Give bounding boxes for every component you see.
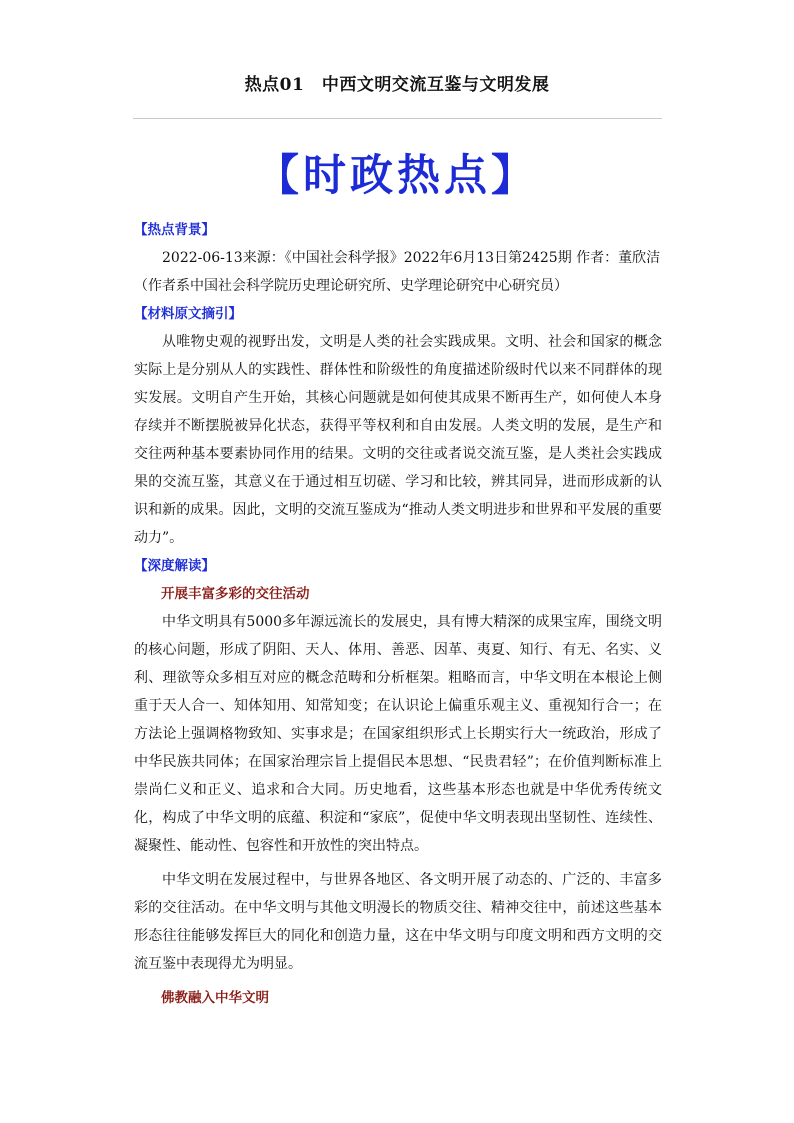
subheading-exchange-activities: 开展丰富多彩的交往活动 xyxy=(161,586,310,602)
section-heading-analysis: 【深度解读】 xyxy=(134,558,215,574)
page-title: 热点01 中西文明交流互鉴与文明发展 xyxy=(244,75,550,95)
analysis-paragraph-1: 中华文明具有5000多年源远流长的发展史，具有博大精深的成果宝库，围绕文明的核心问题，形成了阴阳、天人、体用、善恶、因革、夷夏、知行、有无、名实、义利、理欲等众多相互对应的概念范畴和分析框架。粗略而言，中华文明在本根论上侧重于天人合一、知体知用、知常知变；在认识论上偏重乐观主义、重视知行合一；在方法论上强调格物致知、实事求是；在国家组织形式上长期实行大一统政治，形成了中华民族共同体；在国家治理宗旨上提倡民本思想、“民贵君轻”；在价值判断标准上崇尚仁义和正义、追求和合大同。历史地看，这些基本形态也就是中华优秀传统文化，构成了中华文明的底蕴、积淀和“家底”，促使中华文明表现出坚韧性、连续性、凝聚性、能动性、包容性和开放性的突出特点。 xyxy=(134,614,662,854)
analysis-paragraph-2: 中华文明在发展过程中，与世界各地区、各文明开展了动态的、广泛的、丰富多彩的交往活动。在中华文明与其他文明漫长的物质交往、精神交往中，前述这些基本形态往往能够发挥巨大的同化和创造力量，这在中华文明与印度文明和西方文明的交流互鉴中表现得尤为明显。 xyxy=(134,872,662,972)
subheading-buddhism: 佛教融入中华文明 xyxy=(161,990,269,1006)
section-heading-excerpt: 【材料原文摘引】 xyxy=(134,306,242,322)
source-line: 2022-06-13来源：《中国社会科学报》2022年6月13日第2425期 作者：董欣洁 xyxy=(162,250,661,266)
section-heading-background: 【热点背景】 xyxy=(134,222,215,238)
header-divider xyxy=(133,118,662,119)
article-body xyxy=(134,216,662,1012)
banner-heading: 【时政热点】 xyxy=(256,151,538,201)
excerpt-paragraph: 从唯物史观的视野出发，文明是人类的社会实践成果。文明、社会和国家的概念实际上是分别从人的实践性、群体性和阶级性的角度描述阶级时代以来不同群体的现实发展。文明自产生开始，其核心问题就是如何使其成果不断再生产，如何使人本身存续并不断摆脱被异化状态，获得平等权利和自由发展。人类文明的发展，是生产和交往两种基本要素协同作用的结果。文明的交往或者说交流互鉴，是人类社会实践成果的交流互鉴，其意义在于通过相互切磋、学习和比较，辨其同异，进而形成新的认识和新的成果。因此，文明的交流互鉴成为“推动人类文明进步和世界和平发展的重要动力”。 xyxy=(134,334,662,546)
author-note: （作者系中国社会科学院历史理论研究所、史学理论研究中心研究员） xyxy=(134,278,568,294)
